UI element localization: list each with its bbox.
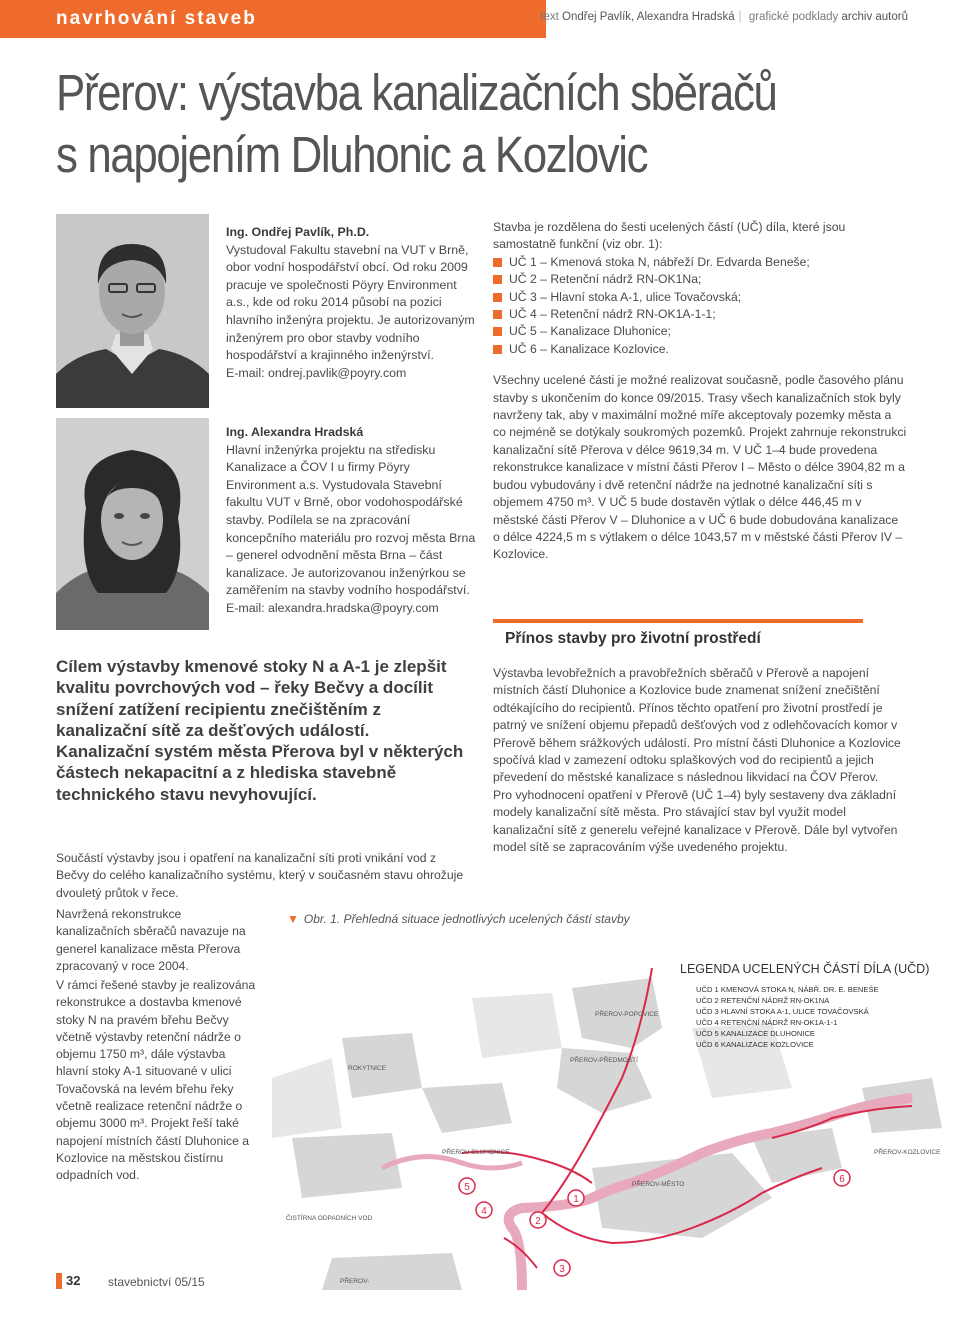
right-column-bottom <box>493 665 907 856</box>
river-branch <box>382 1157 522 1168</box>
svg-text:1: 1 <box>573 1194 579 1205</box>
figure-caption <box>287 912 630 926</box>
author-photo-pavlik <box>56 214 209 408</box>
author-name: Ing. Alexandra Hradská <box>226 425 364 439</box>
title-line-1: Přerov: výstavba kanalizačních sběračů <box>56 64 777 121</box>
page-number: 32 <box>66 1273 81 1288</box>
author-name: Ing. Ondřej Pavlík, Ph.D. <box>226 225 370 239</box>
credits-text-label: text <box>540 11 559 23</box>
svg-text:5: 5 <box>464 1182 470 1193</box>
magazine-issue: stavebnictví 05/15 <box>108 1275 205 1289</box>
legend-item: UČD 2 RETENČNÍ NÁDRŽ RN-OK1NA <box>696 996 830 1005</box>
caption-text: Obr. 1. Přehledná situace jednotlivých ucelených částí stavby <box>303 912 630 926</box>
list-item: UČ 3 – Hlavní stoka A-1, ulice Tovačovská; <box>493 289 907 306</box>
paragraph: Pro vyhodnocení opatření v Přerově (UČ 1–4) byly sestaveny dva základní modely kanalizační sítě města. Pro stávající stav byl využit model kanalizační sítě z generelu veřejné kanalizace v Přerově. Dále byl vytvořen model sítě se zapracováním výše uvedeného projektu. <box>493 787 898 855</box>
caption-arrow-icon: ▼ <box>287 912 299 926</box>
urban-area <box>422 1083 512 1133</box>
legend-item: UČD 6 KANALIZACE KOZLOVICE <box>696 1040 814 1049</box>
svg-text:4: 4 <box>481 1206 487 1217</box>
place-popovice: PŘEROV-POPOVICE <box>595 1011 659 1018</box>
intro-paragraph: Stavba je rozdělena do šesti ucelených částí (UČ) díla, které jsou samostatně funkční (viz obr. 1): <box>493 220 846 252</box>
author-bio-text: Hlavní inženýrka projektu na středisku Kanalizace a ČOV I u firmy Pöyry Environment a.s. Vystudovala Stavební fakultu VUT v Brně, obor vodohospodářské stavby. Podílela se na zpracování koncepčního materiálu pro rozvoj města Brna – generel odvodnění města Brna – část kanalizace. Je autorizovanou inženýrkou se zaměřením na stavby vodního hospodářství. <box>226 442 476 598</box>
legend-item: UČD 1 KMENOVÁ STOKA N, NÁBŘ. DR. E. BENEŠE <box>696 985 879 994</box>
body-paragraph-2: Navržená rekonstrukce kanalizačních sběračů navazuje na generel kanalizace města Přerova zpracovaný v roce 2004. <box>56 907 246 973</box>
article-title <box>56 62 813 186</box>
author-email[interactable]: E-mail: ondrej.pavlik@poyry.com <box>226 365 407 380</box>
marker-1 <box>568 1190 584 1206</box>
credits-graphics: archiv autorů <box>841 11 908 23</box>
list-item: UČ 5 – Kanalizace Dluhonice; <box>493 323 907 340</box>
title-line-2: s napojením Dluhonic a Kozlovic <box>56 126 648 183</box>
marker-3 <box>554 1260 570 1276</box>
legend-title: LEGENDA UCELENÝCH ČÁSTÍ DÍLA (UČD) <box>680 962 930 976</box>
list-item: UČ 6 – Kanalizace Kozlovice. <box>493 341 907 358</box>
place-cov: ČISTÍRNA ODPADNÍCH VOD <box>286 1215 373 1222</box>
list-item: UČ 4 – Retenční nádrž RN-OK1A-1-1; <box>493 306 907 323</box>
credits-graphics-label: grafické podklady <box>748 11 839 23</box>
subheading: Přínos stavby pro životní prostředí <box>505 630 761 647</box>
author-photo-hradska <box>56 418 209 630</box>
right-column-top <box>493 219 907 564</box>
credits: text Ondřej Pavlík, Alexandra Hradská | grafické podklady archiv autorů <box>540 11 908 23</box>
section-label: navrhování staveb <box>56 8 257 29</box>
marker-5 <box>459 1178 475 1194</box>
section-tab <box>0 0 546 38</box>
list-item: UČ 2 – Retenční nádrž RN-OK1Na; <box>493 271 907 288</box>
body-paragraph-3: V rámci řešené stavby je realizována rekonstrukce a dostavba kmenové stoky N na pravém břehu Bečvy včetně výstavby retenční nádrže o objemu 1750 m³, dále výstavba hlavní stoky A-1 situované v ulici Tovačovská na levém břehu řeky včetně realizace retenční nádrže o objemu 3000 m³. Projekt řeší také napojení místních částí Dluhonice a Kozlovice na městskou čistírnu odpadních vod. <box>56 978 256 1183</box>
legend-item: UČD 5 KANALIZACE DLUHONICE <box>696 1029 815 1038</box>
paragraph: Všechny ucelené části je možné realizovat současně, podle časového plánu stavby s ukončením do konce 09/2015. Trasy všech kanalizačních stok byly navrženy tak, aby v maximální možné míře akceptovaly pozemky města a co nejméně se dotýkaly soukromých pozemků. Projekt zahrnuje rekonstrukci kanalizační sítě Přerova v délce 9619,34 m. V UČ 1–4 bude provedena rekonstrukce kanalizace v místní části Přerov I – Město o délce 3904,82 m a budou vybudovány i dvě retenční nádrže na jednotné kanalizační síti s objemem 4750 m³. V UČ 5 bude dostavěn výtlak o délce 446,45 m v městské části Přerov V – Dluhonice a v UČ 6 bude dobudována kanalizace o délce 4224,5 m s výtlakem o délce 1043,57 m v městské části Přerov IV – Kozlovice. <box>493 373 907 562</box>
place-dluhonice: PŘEROV-DLUHONICE <box>442 1149 510 1156</box>
marker-2 <box>530 1212 546 1228</box>
legend-item: UČD 3 HLAVNÍ STOKA A-1, ULICE TOVAČOVSKÁ <box>696 1007 869 1016</box>
author-bio-text: Vystudoval Fakultu stavební na VUT v Brně, obor vodní hospodářství obcí. Od roku 2009 pracuje ve společnosti Pöyry Environment a.s., kde od roku 2014 působí na pozici hlavního inženýra projektu. Je autorizovaným inženýrem pro obor stavby vodního hospodářství a krajinného inženýrství. <box>226 242 475 363</box>
top-bar <box>0 0 960 38</box>
marker-6 <box>834 1170 850 1186</box>
place-mesto: PŘEROV-MĚSTO <box>632 1181 685 1188</box>
subheading-rule <box>493 619 863 623</box>
author-bio-pavlik <box>226 224 476 382</box>
lead-paragraph: Cílem výstavby kmenové stoky N a A-1 je zlepšit kvalitu povrchových vod – řeky Bečvy a docílit snížení zatížení recipientu znečištěním z kanalizační sítě za dešťových událostí. Kanalizační systém města Přerova byl v některých částech nekapacitní a z hlediska stavebně technického stavu nevyhovující. <box>56 657 464 804</box>
place-kozlovice: PŘEROV-KOZLOVICE <box>874 1149 941 1156</box>
author-email[interactable]: E-mail: alexandra.hradska@poyry.com <box>226 600 439 615</box>
place-predmosti: PŘEROV-PŘEDMOSTÍ <box>570 1057 638 1064</box>
uc-list <box>493 254 907 358</box>
svg-text:6: 6 <box>839 1174 845 1185</box>
credits-authors: Ondřej Pavlík, Alexandra Hradská <box>562 11 735 23</box>
field-area <box>472 993 562 1058</box>
legend-item: UČD 4 RETENČNÍ NÁDRŽ RN-OK1A-1-1 <box>696 1018 838 1027</box>
svg-text:2: 2 <box>535 1216 541 1227</box>
body-paragraph-1: Součástí výstavby jsou i opatření na kanalizační síti proti vnikání vod z Bečvy do celého kanalizačního systému, který v současném stavu ohrožuje dvouletý průtok v řece. <box>56 851 464 900</box>
svg-text:3: 3 <box>559 1264 565 1275</box>
author-bio-hradska <box>226 424 476 618</box>
paragraph: Výstavba levobřežních a pravobřežních sběračů v Přerově a napojení místních částí Dluhonice a Kozlovice bude znamenat snížení znečištění odtékajícího do recipientů. Přínos těchto opatření pro životní prostředí je patrný ve snížení objemu přepadů dešťových vod z odlehčovacích komor v Přerově během srážkových událostí. Pro místní části Dluhonice a Kozlovice spočívá klad v zamezení odtoku splaškových vod do recipientů a jejich převedení do městské kanalizace s následnou likvidací na ČOV Přerov. <box>493 666 901 785</box>
list-item: UČ 1 – Kmenová stoka N, nábřeží Dr. Edvarda Beneše; <box>493 254 907 271</box>
place-rokytnice: ROKYTNICE <box>348 1065 386 1072</box>
place-prerov-bottom: PŘEROV- <box>340 1278 370 1285</box>
marker-4 <box>476 1202 492 1218</box>
legend-list <box>696 984 879 1050</box>
field-area <box>272 1058 342 1138</box>
footer-accent <box>56 1273 62 1289</box>
